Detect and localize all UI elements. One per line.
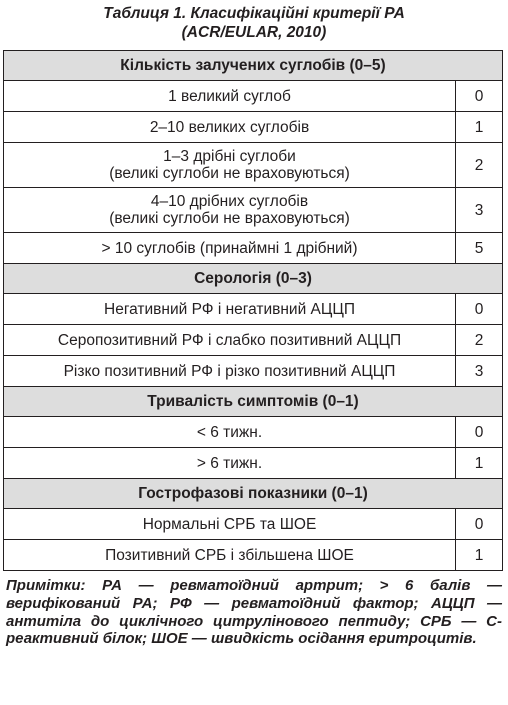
table-row: [4, 356, 503, 387]
criterion-cell: 2–10 великих суглобів: [4, 112, 456, 143]
section-header: [4, 387, 503, 417]
section-header: [4, 264, 503, 294]
table-row: [4, 233, 503, 264]
section-title: Кількість залучених суглобів (0–5): [4, 51, 503, 81]
table-row: [4, 188, 503, 233]
criterion-cell: Серопозитивний РФ і слабко позитивний АЦЦП: [4, 325, 456, 356]
table-row: [4, 540, 503, 571]
score-cell: 0: [456, 417, 503, 448]
table-row: [4, 143, 503, 188]
criterion-text: 1–3 дрібні суглоби: [163, 148, 296, 165]
criterion-cell: [4, 188, 456, 233]
criterion-cell: Позитивний СРБ і збільшена ШОЕ: [4, 540, 456, 571]
caption-subtitle: (ACR/EULAR, 2010): [181, 24, 327, 41]
score-cell: 5: [456, 233, 503, 264]
criterion-cell: Негативний РФ і негативний АЦЦП: [4, 294, 456, 325]
criterion-text: 4–10 дрібних суглобів: [150, 193, 309, 210]
criteria-table: [3, 50, 503, 571]
criterion-note: (великі суглоби не враховуються): [109, 165, 350, 182]
section-header: [4, 479, 503, 509]
score-cell: 1: [456, 112, 503, 143]
table-row: [4, 417, 503, 448]
criterion-cell: > 10 суглобів (принаймні 1 дрібний): [4, 233, 456, 264]
section-title: Серологія (0–3): [4, 264, 503, 294]
table-row: [4, 509, 503, 540]
caption-title: Таблиця 1. Класифікаційні критерії РА: [103, 5, 405, 22]
score-cell: 0: [456, 81, 503, 112]
score-cell: 3: [456, 356, 503, 387]
criterion-cell: Різко позитивний РФ і різко позитивний АЦЦП: [4, 356, 456, 387]
table-row: [4, 81, 503, 112]
criterion-note: (великі суглоби не враховуються): [109, 210, 350, 227]
score-cell: 3: [456, 188, 503, 233]
score-cell: 0: [456, 509, 503, 540]
table-caption: [0, 4, 508, 42]
score-cell: 0: [456, 294, 503, 325]
section-title: Гострофазові показники (0–1): [4, 479, 503, 509]
section-header: [4, 51, 503, 81]
table-row: [4, 448, 503, 479]
score-cell: 2: [456, 325, 503, 356]
score-cell: 1: [456, 448, 503, 479]
table-row: [4, 112, 503, 143]
score-cell: 1: [456, 540, 503, 571]
score-cell: 2: [456, 143, 503, 188]
criterion-cell: Нормальні СРБ та ШОЕ: [4, 509, 456, 540]
section-title: Тривалість симптомів (0–1): [4, 387, 503, 417]
table-row: [4, 294, 503, 325]
criterion-cell: 1 великий суглоб: [4, 81, 456, 112]
criterion-cell: < 6 тижн.: [4, 417, 456, 448]
table-notes: Примітки: РА — ревматоїдний артрит; > 6 балів — верифікований РА; РФ — ревматоїдний фактор; АЦЦП — антитіла до циклічного цитрулінового пептиду; СРБ — С-реактивний білок; ШОЕ — швидкість осідання еритроцитів.: [6, 577, 502, 648]
table-row: [4, 325, 503, 356]
criterion-cell: > 6 тижн.: [4, 448, 456, 479]
criterion-cell: [4, 143, 456, 188]
